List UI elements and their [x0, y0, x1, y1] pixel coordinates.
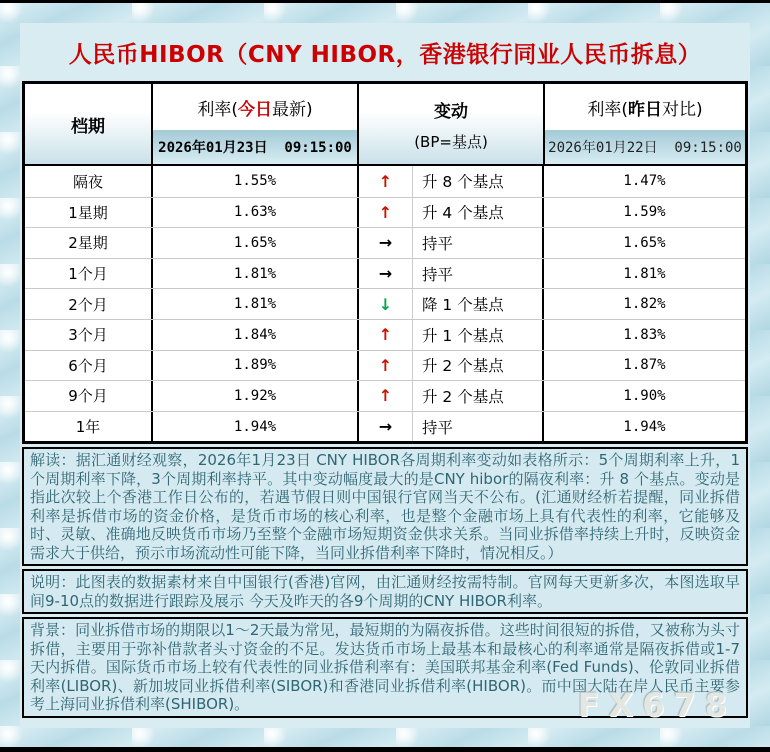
- change-arrow-icon: ↑: [359, 320, 413, 350]
- header-today-prefix: 利率(: [197, 99, 238, 120]
- description-note-label: 说明：: [30, 573, 76, 592]
- today-rate-cell: 1.63%: [153, 198, 359, 228]
- description-note-box: [22, 569, 748, 614]
- tenor-cell: 2个月: [25, 289, 153, 319]
- change-text-cell: 升 8 个基点: [413, 166, 544, 197]
- yesterday-rate-cell: 1.81%: [623, 265, 666, 282]
- interpretation-note-box: [22, 447, 748, 566]
- change-text-cell: 持平: [413, 412, 544, 442]
- tenor-cell: 隔夜: [25, 166, 153, 197]
- bottom-border-strip: [0, 747, 770, 752]
- tenor-cell: 1个月: [25, 259, 153, 289]
- rates-table: [22, 81, 748, 444]
- header-today-column: [153, 84, 359, 164]
- tenor-cell: 9个月: [25, 381, 153, 411]
- page-title: 人民币HIBOR（CNY HIBOR，香港银行同业人民币拆息）: [68, 41, 702, 68]
- tenor-cell: 3个月: [25, 320, 153, 350]
- yesterday-rate-cell: 1.65%: [623, 234, 666, 251]
- description-note-text: 此图表的数据素材来自中国银行(香港)官网，由汇通财经按需特制。官网每天更新多次，本图选取早间9-10点的数据进行跟踪及展示 今天及昨天的各9个周期的CNY HIBOR利率。: [30, 573, 740, 610]
- background-note-box: [22, 617, 748, 725]
- yesterday-rate-cell: 1.90%: [623, 387, 666, 404]
- table-header: [25, 84, 745, 166]
- top-border-strip: [0, 0, 770, 3]
- header-yesterday-label: [545, 84, 745, 130]
- change-arrow-icon: ↓: [359, 289, 413, 319]
- header-yesterday-highlight: 昨日: [628, 99, 662, 120]
- change-text-cell: 持平: [413, 259, 544, 289]
- header-yesterday-prefix: 利率(: [587, 99, 628, 120]
- interpretation-note-label: 解读：: [30, 451, 76, 470]
- table-row: [25, 288, 745, 319]
- change-arrow-icon: ↑: [359, 198, 413, 228]
- header-today-label: [153, 84, 357, 130]
- today-rate-cell: 1.89%: [153, 351, 359, 381]
- change-arrow-icon: →: [359, 259, 413, 289]
- infographic-panel: [20, 23, 750, 728]
- header-change-label: 变动: [434, 101, 468, 122]
- tenor-cell: 1星期: [25, 198, 153, 228]
- today-rate-cell: 1.81%: [153, 259, 359, 289]
- table-row: [25, 319, 745, 350]
- table-row: [25, 166, 745, 197]
- change-text-cell: 升 1 个基点: [413, 320, 544, 350]
- yesterday-rate-cell: 1.47%: [623, 173, 666, 190]
- table-row: [25, 411, 745, 442]
- table-body: [25, 166, 745, 441]
- change-text-cell: 持平: [413, 228, 544, 258]
- today-rate-cell: 1.84%: [153, 320, 359, 350]
- background-note-text: 同业拆借市场的期限以1～2天最为常见，最短期的为隔夜拆借。这些时间很短的拆借，又被称为头寸拆借，主要用于弥补借款者头寸资金的不足。发达货币市场上最基本和最核心的利率通常是隔夜拆借或1-7天内拆借。国际货币市场上较有代表性的同业拆借利率有：美国联邦基金利率(Fed Funds)、伦敦同业拆借利率(LIBOR)、新加坡同业拆借利率(SIBOR)和香港同业拆借利率(HIBOR)。而中国大陆在岸人民币主要参考上海同业拆借利率(SHIBOR)。: [30, 621, 740, 714]
- header-today-date: 2026年01月23日 09:15:00: [153, 130, 357, 164]
- change-arrow-icon: →: [359, 228, 413, 258]
- yesterday-rate-cell: 1.94%: [623, 418, 666, 435]
- tenor-cell: 2星期: [25, 228, 153, 258]
- header-today-suffix: 最新): [272, 99, 313, 120]
- change-text-cell: 升 4 个基点: [413, 198, 544, 228]
- header-yesterday-column: [545, 84, 745, 164]
- table-row: [25, 258, 745, 289]
- header-change-cell: [359, 84, 545, 164]
- change-text-cell: 降 1 个基点: [413, 289, 544, 319]
- header-yesterday-date: 2026年01月22日 09:15:00: [545, 130, 745, 164]
- yesterday-rate-cell: 1.59%: [623, 204, 666, 221]
- header-yesterday-suffix: 对比): [662, 99, 703, 120]
- change-text-cell: 升 2 个基点: [413, 351, 544, 381]
- today-rate-cell: 1.55%: [153, 166, 359, 197]
- table-row: [25, 380, 745, 411]
- today-rate-cell: 1.92%: [153, 381, 359, 411]
- table-row: [25, 197, 745, 228]
- yesterday-rate-cell: 1.87%: [623, 357, 666, 374]
- fx678-watermark: FX678: [577, 686, 736, 725]
- change-arrow-icon: ↑: [359, 166, 413, 197]
- change-arrow-icon: →: [359, 412, 413, 442]
- change-arrow-icon: ↑: [359, 381, 413, 411]
- today-rate-cell: 1.65%: [153, 228, 359, 258]
- today-rate-cell: 1.81%: [153, 289, 359, 319]
- yesterday-rate-cell: 1.82%: [623, 296, 666, 313]
- header-today-highlight: 今日: [238, 99, 272, 120]
- change-text-cell: 升 2 个基点: [413, 381, 544, 411]
- tenor-cell: 6个月: [25, 351, 153, 381]
- header-tenor-cell: [25, 84, 153, 164]
- yesterday-rate-cell: 1.83%: [623, 326, 666, 343]
- header-tenor-label: 档期: [71, 116, 105, 137]
- header-change-unit-note: (BP=基点): [414, 132, 488, 151]
- interpretation-note-text: 据汇通财经观察，2026年1月23日 CNY HIBOR各周期利率变动如表格所示：5个周期利率上升，1个周期利率下降，3个周期利率持平。其中变动幅度最大的是CNY hibor的隔夜利率：升 8 个基点。变动是指此次较上个香港工作日公布的，若遇节假日则中国银行官网当天不公布。(汇通财经析若提醒，同业拆借利率是拆借市场的资金价格，是货币市场的核心利率，也是整个金融市场上具有代表性的利率，它能够及时、灵敏、准确地反映货币市场乃至整个金融市场短期资金供求关系。当同业拆借率持续上升时，反映资金需求大于供给，预示市场流动性可能下降，当同业拆借利率下降时，情况相反。）: [30, 451, 740, 562]
- today-rate-cell: 1.94%: [153, 412, 359, 442]
- background-note-label: 背景：: [30, 621, 76, 640]
- table-row: [25, 350, 745, 381]
- change-arrow-icon: ↑: [359, 351, 413, 381]
- table-row: [25, 227, 745, 258]
- tenor-cell: 1年: [25, 412, 153, 442]
